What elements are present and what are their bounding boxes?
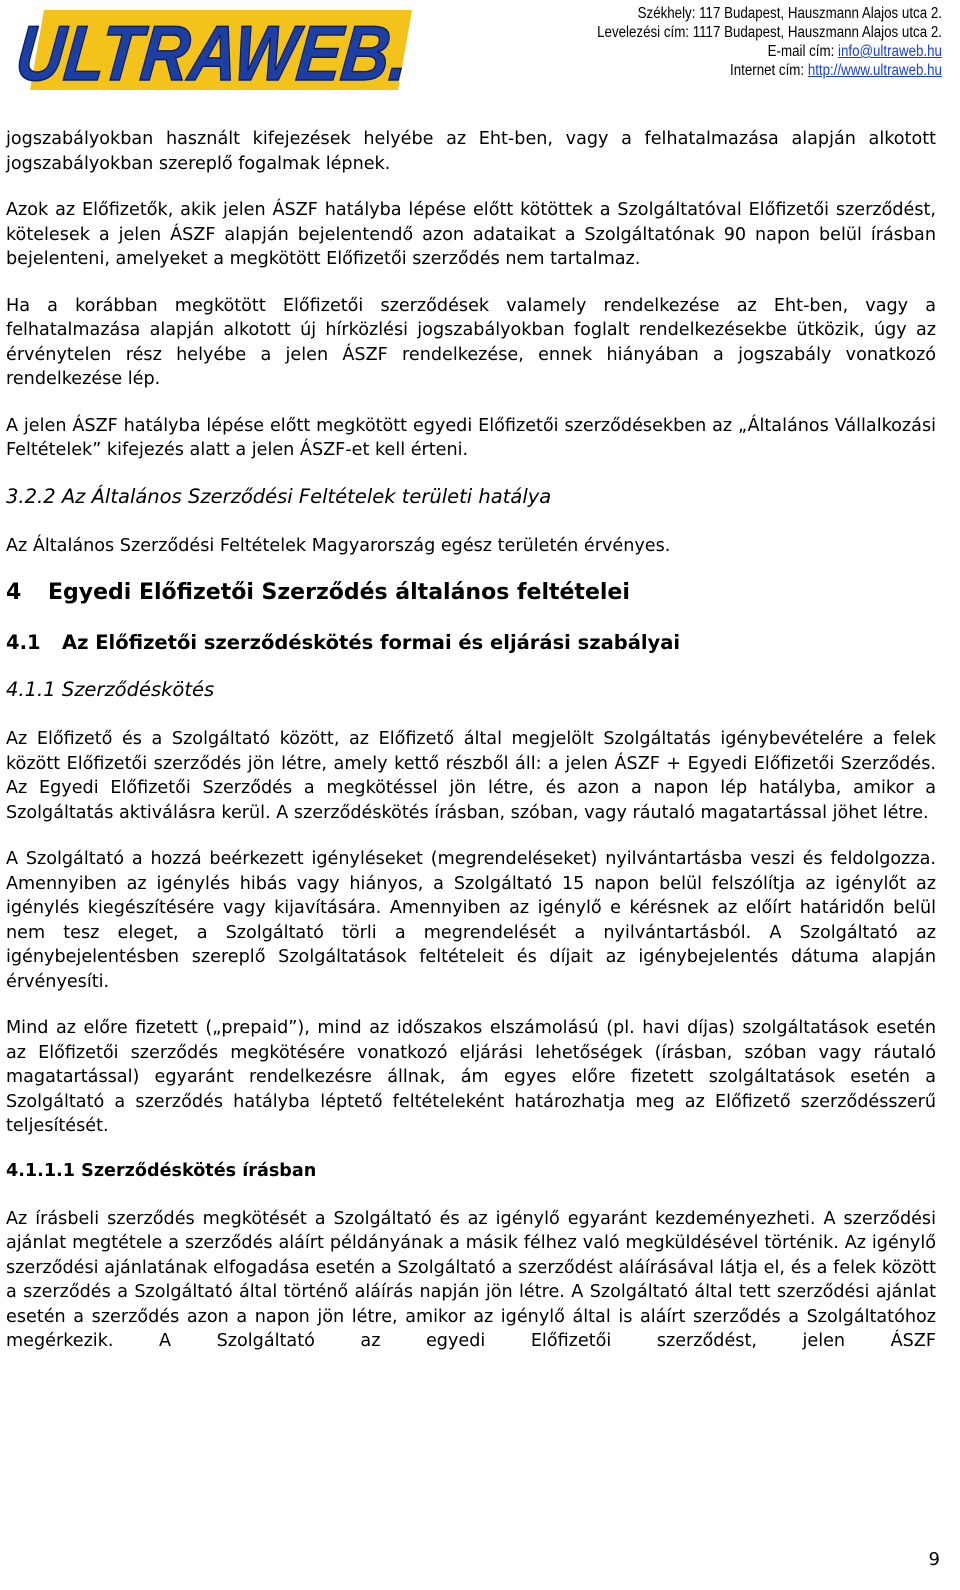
paragraph: Az Előfizető és a Szolgáltató között, az Előfizető által megjelölt Szolgáltatás igénybevételére a felek között Előfizetői szerződés jön létre, amely kettő részből áll: a jelen ÁSZF + Egyedi Előfizetői Szerződés. Az Egyedi Előfizetői Szerződés a megkötéssel jön létre, és azon a napon lép hatályba, amikor a Szolgáltatás aktiválásra kerül. A szerződéskötés írásban, szóban, vagy ráutaló magatartással jöhet létre.	[6, 729, 936, 823]
page-header	[0, 0, 960, 100]
heading-text: Az Előfizetői szerződéskötés formai és eljárási szabályai	[62, 631, 681, 654]
address-line: Székhely: 117 Budapest, Hauszmann Alajos utca 2.	[637, 5, 942, 22]
section-heading-4-1	[6, 631, 936, 654]
paragraph: A Szolgáltató a hozzá beérkezett igényléseket (megrendeléseket) nyilvántartásba veszi és feldolgozza. Amennyiben az igénylés hibás vagy hiányos, a Szolgáltató 15 napon belül felszólítja az igénylőt az igénylés kiegészítésére vagy kijavítására. Amennyiben az igénylő e kérésnek az előírt határidőn belül nem tesz eleget, a Szolgáltató törli a megrendelését a nyilvántartásból. A Szolgáltató az igénybejelentésben szereplő Szolgáltatások feltételeit és díjait az igénybejelentés dátuma alapján érvényesíti.	[6, 849, 936, 992]
web-link[interactable]: http://www.ultraweb.hu	[807, 62, 942, 79]
chapter-heading-4	[6, 580, 936, 605]
email-label: E-mail cím:	[767, 43, 839, 60]
svg-text:ULTRAWEB.: ULTRAWEB.	[12, 9, 480, 97]
web-label: Internet cím:	[730, 62, 808, 79]
section-heading-3-2-2: 3.2.2 Az Általános Szerződési Feltételek területi hatálya	[6, 484, 552, 508]
paragraph: jogszabályokban használt kifejezések helyébe az Eht-ben, vagy a felhatalmazása alapján alkotott jogszabályokban szereplő fogalmak lépnek.	[6, 129, 936, 174]
heading-number: 4.1	[6, 631, 41, 654]
section-heading-4-1-1-1: 4.1.1.1 Szerződéskötés írásban	[6, 1160, 317, 1181]
web-line	[597, 61, 942, 80]
contact-info	[597, 4, 942, 80]
paragraph: Az írásbeli szerződés megkötését a Szolgáltató és az igénylő egyaránt kezdeményezheti. A szerződési ajánlat megtétele a szerződés aláírt példányának a másik félhez való megküldésével történik. Az igénylő szerződési ajánlatának elfogadása esetén a Szolgáltató a szerződést aláírásával látja el, és a felek között a szerződés a Szolgáltató által történő aláírás napján jön létre. A Szolgáltató által tett szerződési ajánlat esetén a szerződés azon a napon jön létre, amikor az igénylő által is aláírt szerződés a Szolgáltatóhoz megérkezik. A Szolgáltató az egyedi Előfizetői szerződést, jelen ÁSZF	[6, 1208, 936, 1351]
heading-number: 4	[6, 580, 22, 605]
paragraph: Ha a korábban megkötött Előfizetői szerződések valamely rendelkezése az Eht-ben, vagy a felhatalmazása alapján alkotott új hírközlési jogszabályokban foglalt rendelkezésekbe ütközik, úgy az érvénytelen rész helyébe a jelen ÁSZF rendelkezése, ennek hiányában a jogszabály vonatkozó rendelkezése lép.	[6, 295, 936, 389]
heading-text: Egyedi Előfizetői Szerződés általános feltételei	[48, 580, 630, 605]
section-heading-4-1-1: 4.1.1 Szerződéskötés	[6, 678, 215, 701]
paragraph: A jelen ÁSZF hatályba lépése előtt megkötött egyedi Előfizetői szerződésekben az „Általános Vállalkozási Feltételek” kifejezés alatt a jelen ÁSZF-et kell érteni.	[6, 415, 936, 460]
paragraph: Mind az előre fizetett („prepaid”), mind az időszakos elszámolású (pl. havi díjas) szolgáltatások esetén az Előfizetői szerződés megkötésére vonatkozó eljárási lehetőségek (írásban, szóban vagy ráutaló magatartással) egyaránt rendelkezésre állnak, ám egyes előre fizetett szolgáltatások esetén a Szolgáltató a szerződés hatályba léptető feltételeként határozhatja meg az Előfizető szerződésszerű teljesítését.	[6, 1018, 936, 1136]
paragraph: Az Általános Szerződési Feltételek Magyarország egész területén érvényes.	[6, 535, 671, 556]
email-link[interactable]: info@ultraweb.hu	[838, 43, 942, 60]
document-body	[6, 127, 936, 1354]
ultraweb-logo	[6, 2, 480, 98]
postal-address-line: Levelezési cím: 1117 Budapest, Hauszmann Alajos utca 2.	[597, 24, 942, 41]
page-number: 9	[928, 1549, 940, 1570]
email-line	[597, 42, 942, 61]
paragraph: Azok az Előfizetők, akik jelen ÁSZF hatályba lépése előtt kötöttek a Szolgáltatóval Előfizetői szerződést, kötelesek a jelen ÁSZF alapján bejelentendő azon adataikat a Szolgáltatónak 90 napon belül írásban bejelenteni, amelyeket a megkötött Előfizetői szerződés nem tartalmaz.	[6, 200, 936, 269]
